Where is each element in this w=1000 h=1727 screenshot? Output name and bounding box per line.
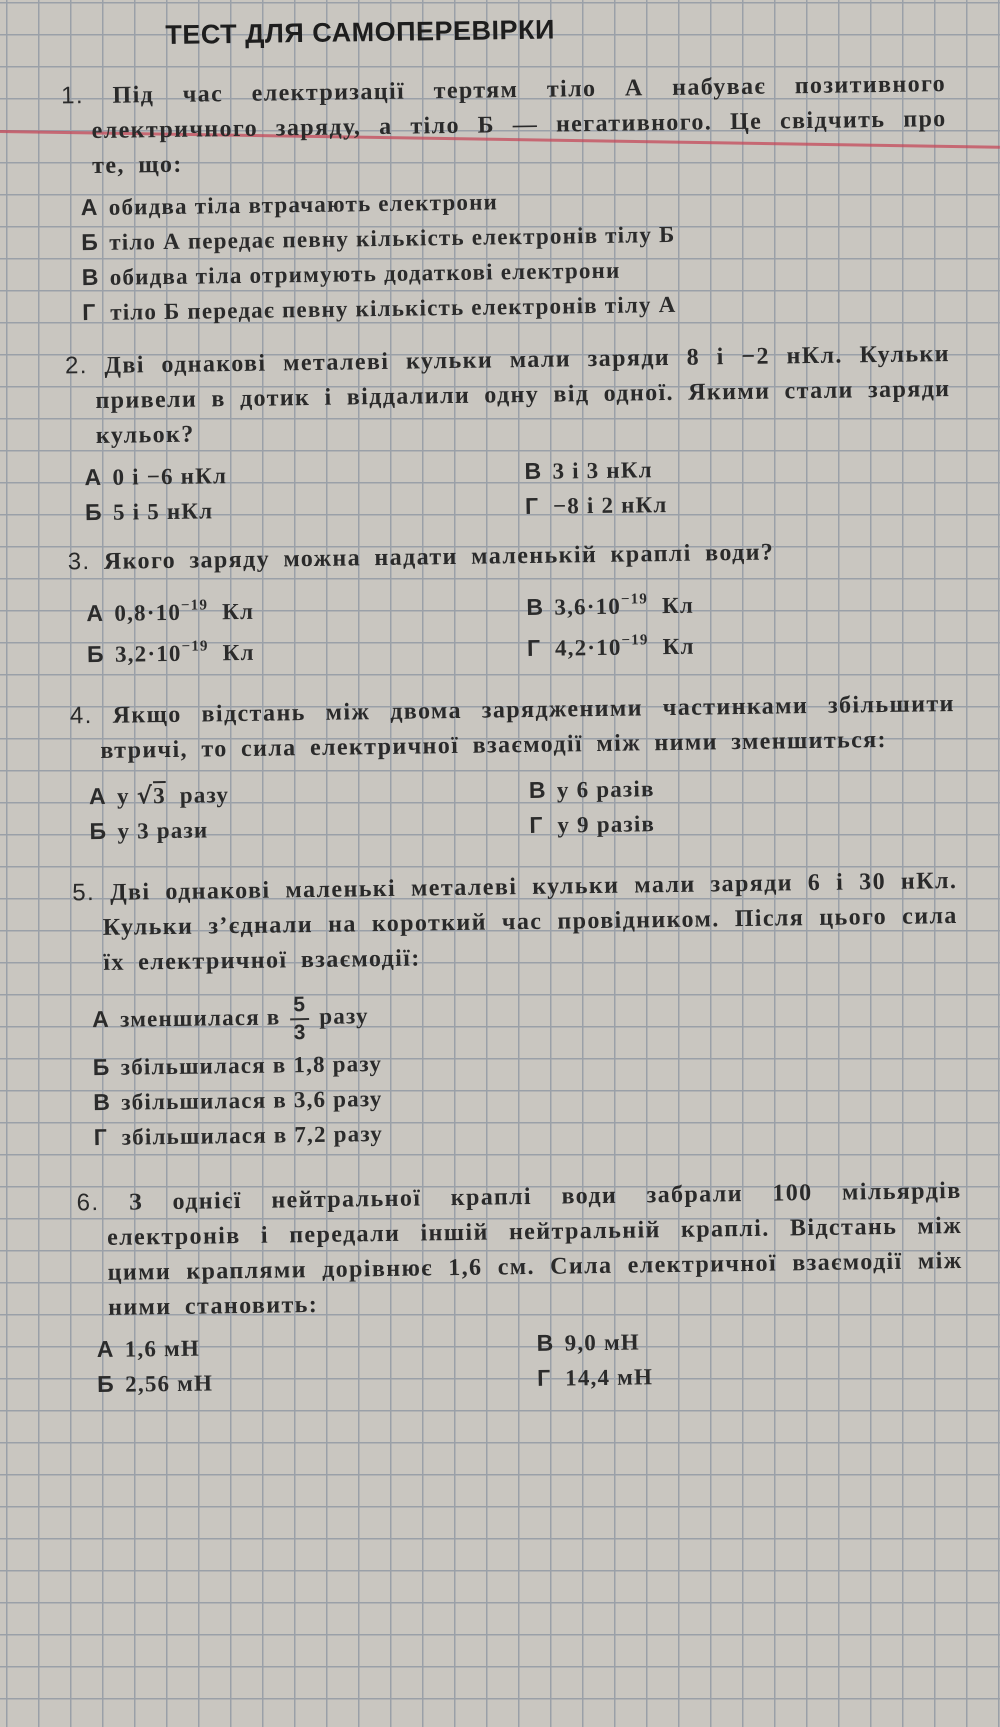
- fraction-numerator: 5: [290, 992, 309, 1020]
- option-letter: А: [84, 463, 103, 491]
- option-text: у 9 разів: [557, 811, 656, 838]
- options-grid: [96, 1320, 984, 1402]
- option-letter: Г: [524, 492, 540, 519]
- question-text: Якого заряду можна надати маленькій краплі води?: [103, 539, 775, 575]
- question-text: З однієї нейтральної краплі води забрали 100 мільярдів електронів і передали іншій нейтральній краплі. Відстань між цими краплями дорівнює 1,6 см. Сила електричної взаємодії між ними становить:: [106, 1177, 963, 1321]
- question-1: [21, 66, 969, 331]
- question-5: [32, 863, 981, 1156]
- option-letter: Б: [89, 817, 108, 845]
- question-text: Дві однакові маленькі металеві кульки мали заряди 6 і 30 нКл. Кульки з’єднали на короткий час провідником. Після цього сила їх електричної взаємодії:: [102, 868, 958, 976]
- question-number: 6.: [76, 1189, 100, 1217]
- option-letter: Б: [84, 498, 103, 526]
- option-b[interactable]: [85, 489, 505, 530]
- question-text: Дві однакові металеві кульки мали заряди 8 і −2 нКл. Кульки привели в дотик і віддалили одну від одної. Якими стали заряди кульок?: [95, 341, 951, 449]
- option-text: обидва тіла втрачають електрони: [108, 189, 499, 220]
- fraction-denominator: 3: [293, 1020, 307, 1044]
- option-text: обидва тіла отримують додаткові електрони: [109, 257, 621, 290]
- option-unit: Кл: [221, 598, 255, 625]
- option-prefix: зменшилася в: [119, 1004, 281, 1032]
- question-text: Під час електризації тертям тіло А набуває позитивного електричного заряду, а тіло Б — негативного. Це свідчить про те, що:: [91, 71, 947, 180]
- option-suffix: разу: [319, 1003, 369, 1029]
- option-text: 1,6 мН: [124, 1335, 201, 1362]
- option-text: 5 і 5 нКл: [112, 498, 214, 525]
- option-text: 3 і 3 нКл: [552, 457, 653, 484]
- options-grid: [86, 578, 974, 672]
- option-text: −8 і 2 нКл: [552, 492, 668, 519]
- option-letter: А: [88, 782, 107, 810]
- option-letter: В: [536, 1329, 555, 1356]
- option-unit: Кл: [662, 633, 695, 660]
- option-letter: Б: [86, 640, 105, 668]
- question-2: [25, 336, 972, 531]
- option-exponent: −19: [180, 597, 209, 614]
- question-3: [27, 532, 974, 673]
- option-g[interactable]: [525, 484, 885, 524]
- option-g[interactable]: [527, 620, 888, 666]
- question-number: 4.: [69, 702, 93, 730]
- option-a[interactable]: [84, 454, 504, 495]
- option-v[interactable]: [526, 579, 887, 625]
- option-letter: В: [93, 1088, 112, 1116]
- option-text: у 3 рази: [117, 817, 209, 844]
- question-4: [30, 686, 977, 850]
- options-list: [92, 977, 981, 1155]
- option-b[interactable]: [89, 808, 509, 849]
- option-letter: А: [96, 1335, 115, 1363]
- option-letter: Б: [97, 1370, 116, 1398]
- option-mantissa: 3,2·10: [114, 640, 182, 667]
- option-v[interactable]: [524, 449, 884, 489]
- option-exponent: −19: [181, 638, 209, 655]
- question-text: Якщо відстань між двома зарядженими частинками збільшити втричі, то сила електричної взаємодії між ними зменшиться:: [100, 691, 955, 764]
- option-text: збільшилася в 1,8 разу: [120, 1051, 383, 1080]
- option-v[interactable]: [536, 1321, 896, 1361]
- option-v[interactable]: [529, 768, 889, 808]
- question-number: 5.: [72, 879, 96, 907]
- option-b[interactable]: [87, 625, 508, 672]
- option-letter: Б: [81, 228, 100, 256]
- sqrt-icon: √: [136, 783, 154, 810]
- option-letter: Г: [536, 1364, 552, 1391]
- option-letter: В: [524, 457, 543, 484]
- option-letter: Г: [526, 634, 542, 661]
- option-letter: А: [91, 1005, 111, 1033]
- option-letter: Г: [82, 298, 97, 326]
- option-prefix: у: [116, 783, 130, 809]
- option-text: 9,0 мН: [564, 1329, 641, 1356]
- option-exponent: −19: [620, 591, 649, 608]
- option-unit: Кл: [222, 639, 255, 666]
- option-a[interactable]: [89, 773, 509, 814]
- option-text: тіло А передає певну кількість електронів тілу Б: [109, 221, 676, 255]
- question-number: 2.: [64, 352, 88, 380]
- option-letter: В: [81, 263, 100, 291]
- option-letter: В: [528, 776, 547, 803]
- options-grid: [89, 767, 977, 849]
- page-title: ТЕСТ ДЛЯ САМОПЕРЕВІРКИ: [165, 14, 556, 50]
- option-b[interactable]: [97, 1361, 517, 1402]
- option-g[interactable]: [529, 803, 889, 843]
- option-mantissa: 0,8·10: [114, 599, 182, 626]
- option-a[interactable]: [96, 1326, 516, 1367]
- options-grid: [84, 448, 972, 530]
- question-number: 3.: [67, 548, 91, 576]
- question-6: [36, 1173, 984, 1403]
- option-letter: Б: [92, 1053, 111, 1081]
- option-suffix: разу: [179, 782, 230, 808]
- option-text: 0 і −6 нКл: [112, 463, 228, 490]
- option-text: 14,4 мН: [564, 1364, 654, 1391]
- options-list: [81, 178, 970, 330]
- option-mantissa: 4,2·10: [554, 634, 622, 661]
- option-text: тіло Б передає певну кількість електронів тілу А: [110, 291, 677, 325]
- option-g[interactable]: [537, 1356, 897, 1396]
- option-letter: Г: [93, 1123, 109, 1151]
- option-letter: А: [86, 599, 105, 627]
- option-text: збільшилася в 7,2 разу: [121, 1121, 384, 1150]
- option-exponent: −19: [621, 632, 649, 649]
- option-mantissa: 3,6·10: [554, 593, 622, 620]
- option-text: збільшилася в 3,6 разу: [121, 1086, 383, 1115]
- option-text: 2,56 мН: [125, 1370, 214, 1397]
- option-text: у 6 разів: [556, 776, 655, 803]
- test-sheet: [20, 0, 984, 1403]
- option-a[interactable]: [86, 584, 507, 631]
- option-letter: В: [526, 593, 545, 620]
- sqrt-argument: 3: [153, 783, 167, 809]
- question-number: 1.: [61, 82, 85, 110]
- fraction: [290, 992, 310, 1046]
- option-letter: А: [80, 193, 99, 221]
- option-letter: Г: [529, 811, 544, 838]
- option-unit: Кл: [661, 592, 695, 619]
